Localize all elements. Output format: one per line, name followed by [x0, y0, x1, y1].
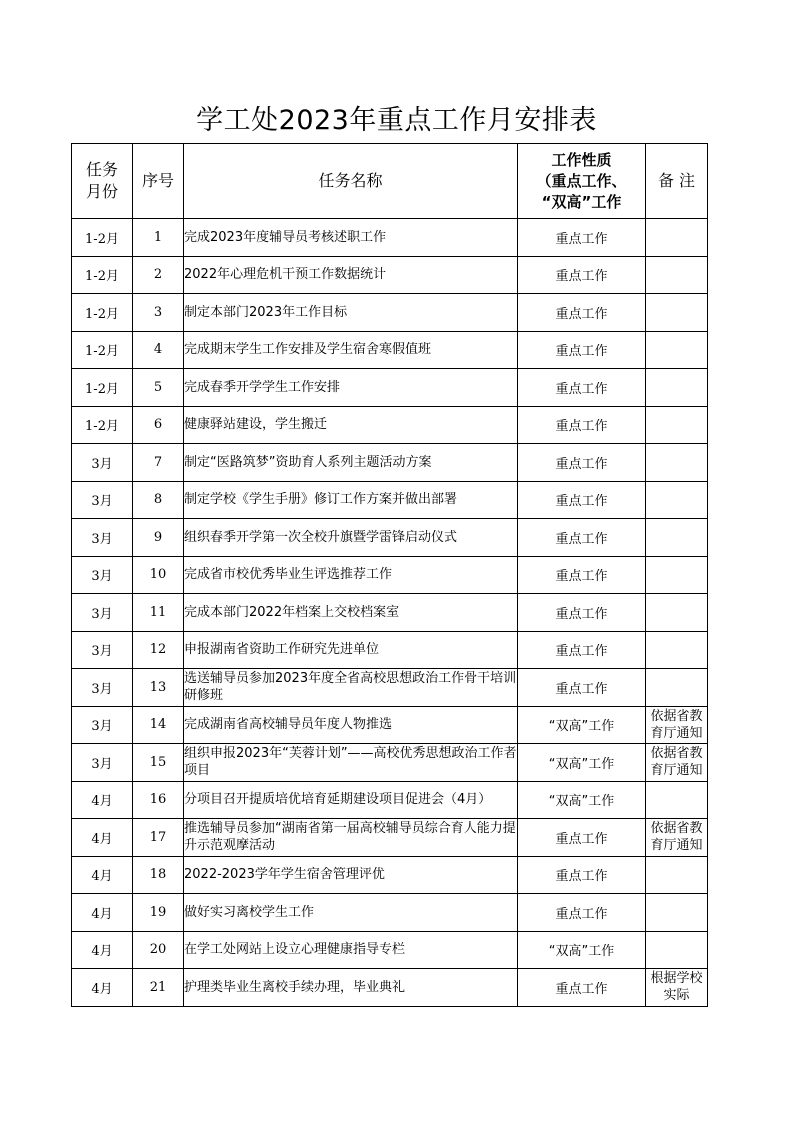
work-nature-cell: 重点工作	[518, 219, 646, 257]
number-cell: 20	[133, 931, 184, 969]
remarks-cell	[646, 331, 708, 369]
month-cell: 1-2月	[72, 369, 133, 407]
remarks-cell	[646, 294, 708, 332]
table-row	[72, 481, 708, 519]
table-row	[72, 856, 708, 894]
number-cell: 15	[133, 744, 184, 782]
remarks-cell	[646, 669, 708, 707]
task-name-cell: 在学工处网站上设立心理健康指导专栏	[184, 931, 518, 969]
task-name-cell: 2022年心理危机干预工作数据统计	[184, 256, 518, 294]
task-name-cell: 组织春季开学第一次全校升旗暨学雷锋启动仪式	[184, 519, 518, 557]
remarks-cell: 依据省教育厅通知	[646, 706, 708, 744]
header-work-nature: 工作性质 （重点工作、 “双高”工作	[518, 144, 646, 219]
month-cell: 4月	[72, 969, 133, 1007]
task-name-cell: 完成本部门2022年档案上交校档案室	[184, 594, 518, 632]
work-nature-cell: 重点工作	[518, 331, 646, 369]
task-name-cell: 完成省市校优秀毕业生评选推荐工作	[184, 556, 518, 594]
table-row	[72, 369, 708, 407]
work-nature-cell: 重点工作	[518, 594, 646, 632]
month-cell: 3月	[72, 706, 133, 744]
task-name-cell: 做好实习离校学生工作	[184, 894, 518, 932]
work-nature-cell: “双高”工作	[518, 706, 646, 744]
work-nature-cell: “双高”工作	[518, 781, 646, 819]
month-cell: 3月	[72, 519, 133, 557]
number-cell: 6	[133, 406, 184, 444]
number-cell: 17	[133, 819, 184, 857]
page-title: 学工处2023年重点工作月安排表	[196, 105, 597, 136]
remarks-cell	[646, 594, 708, 632]
month-cell: 4月	[72, 781, 133, 819]
number-cell: 2	[133, 256, 184, 294]
table-row	[72, 219, 708, 257]
work-nature-cell: 重点工作	[518, 369, 646, 407]
task-name-cell: 分项目召开提质培优培育延期建设项目促进会（4月）	[184, 781, 518, 819]
number-cell: 14	[133, 706, 184, 744]
number-cell: 4	[133, 331, 184, 369]
number-cell: 5	[133, 369, 184, 407]
table-row	[72, 331, 708, 369]
work-nature-cell: 重点工作	[518, 294, 646, 332]
task-name-cell: 制定“医路筑梦”资助育人系列主题活动方案	[184, 444, 518, 482]
number-cell: 16	[133, 781, 184, 819]
remarks-cell	[646, 894, 708, 932]
remarks-cell: 根据学校实际	[646, 969, 708, 1007]
work-nature-cell: 重点工作	[518, 631, 646, 669]
work-nature-cell: 重点工作	[518, 444, 646, 482]
task-name-cell: 健康驿站建设，学生搬迁	[184, 406, 518, 444]
month-cell: 3月	[72, 631, 133, 669]
header-remarks: 备 注	[646, 144, 708, 219]
work-nature-cell: 重点工作	[518, 969, 646, 1007]
month-cell: 1-2月	[72, 219, 133, 257]
table-row	[72, 444, 708, 482]
month-cell: 4月	[72, 819, 133, 857]
table-row	[72, 631, 708, 669]
task-name-cell: 完成湖南省高校辅导员年度人物推选	[184, 706, 518, 744]
task-name-cell: 护理类毕业生离校手续办理，毕业典礼	[184, 969, 518, 1007]
work-nature-cell: “双高”工作	[518, 931, 646, 969]
remarks-cell	[646, 444, 708, 482]
header-month: 任务 月份	[72, 144, 133, 219]
number-cell: 12	[133, 631, 184, 669]
work-nature-cell: 重点工作	[518, 819, 646, 857]
task-name-cell: 完成春季开学学生工作安排	[184, 369, 518, 407]
header-row	[72, 144, 708, 219]
table-row	[72, 744, 708, 782]
table-row	[72, 594, 708, 632]
table-row	[72, 294, 708, 332]
task-name-cell: 申报湖南省资助工作研究先进单位	[184, 631, 518, 669]
month-cell: 3月	[72, 744, 133, 782]
remarks-cell	[646, 631, 708, 669]
remarks-cell: 依据省教育厅通知	[646, 744, 708, 782]
work-nature-cell: 重点工作	[518, 894, 646, 932]
month-cell: 1-2月	[72, 331, 133, 369]
header-task-name: 任务名称	[184, 144, 518, 219]
table-row	[72, 406, 708, 444]
work-nature-cell: 重点工作	[518, 556, 646, 594]
schedule-table	[71, 143, 708, 1007]
number-cell: 18	[133, 856, 184, 894]
number-cell: 11	[133, 594, 184, 632]
table-row	[72, 556, 708, 594]
month-cell: 4月	[72, 856, 133, 894]
remarks-cell	[646, 406, 708, 444]
month-cell: 1-2月	[72, 406, 133, 444]
month-cell: 3月	[72, 481, 133, 519]
number-cell: 10	[133, 556, 184, 594]
task-name-cell: 组织申报2023年“芙蓉计划”——高校优秀思想政治工作者项目	[184, 744, 518, 782]
task-name-cell: 完成2023年度辅导员考核述职工作	[184, 219, 518, 257]
table-row	[72, 669, 708, 707]
remarks-cell	[646, 556, 708, 594]
remarks-cell	[646, 931, 708, 969]
task-name-cell: 2022-2023学年学生宿舍管理评优	[184, 856, 518, 894]
month-cell: 1-2月	[72, 294, 133, 332]
number-cell: 19	[133, 894, 184, 932]
table-row	[72, 781, 708, 819]
task-name-cell: 选送辅导员参加2023年度全省高校思想政治工作骨干培训研修班	[184, 669, 518, 707]
table-row	[72, 256, 708, 294]
task-name-cell: 完成期末学生工作安排及学生宿舍寒假值班	[184, 331, 518, 369]
month-cell: 1-2月	[72, 256, 133, 294]
number-cell: 8	[133, 481, 184, 519]
number-cell: 13	[133, 669, 184, 707]
task-name-cell: 制定学校《学生手册》修订工作方案并做出部署	[184, 481, 518, 519]
remarks-cell	[646, 781, 708, 819]
table-row	[72, 519, 708, 557]
header-number: 序号	[133, 144, 184, 219]
remarks-cell: 依据省教育厅通知	[646, 819, 708, 857]
month-cell: 4月	[72, 931, 133, 969]
number-cell: 7	[133, 444, 184, 482]
table-row	[72, 969, 708, 1007]
work-nature-cell: “双高”工作	[518, 744, 646, 782]
number-cell: 1	[133, 219, 184, 257]
month-cell: 3月	[72, 556, 133, 594]
work-nature-cell: 重点工作	[518, 256, 646, 294]
number-cell: 9	[133, 519, 184, 557]
work-nature-cell: 重点工作	[518, 669, 646, 707]
remarks-cell	[646, 256, 708, 294]
remarks-cell	[646, 481, 708, 519]
month-cell: 3月	[72, 594, 133, 632]
work-nature-cell: 重点工作	[518, 856, 646, 894]
task-name-cell: 制定本部门2023年工作目标	[184, 294, 518, 332]
table-row	[72, 706, 708, 744]
month-cell: 3月	[72, 444, 133, 482]
table-row	[72, 819, 708, 857]
task-name-cell: 推选辅导员参加“湖南省第一届高校辅导员综合育人能力提升示范观摩活动	[184, 819, 518, 857]
month-cell: 3月	[72, 669, 133, 707]
work-nature-cell: 重点工作	[518, 519, 646, 557]
remarks-cell	[646, 519, 708, 557]
table-row	[72, 894, 708, 932]
number-cell: 3	[133, 294, 184, 332]
work-nature-cell: 重点工作	[518, 481, 646, 519]
month-cell: 4月	[72, 894, 133, 932]
remarks-cell	[646, 369, 708, 407]
remarks-cell	[646, 219, 708, 257]
table-row	[72, 931, 708, 969]
work-nature-cell: 重点工作	[518, 406, 646, 444]
number-cell: 21	[133, 969, 184, 1007]
remarks-cell	[646, 856, 708, 894]
